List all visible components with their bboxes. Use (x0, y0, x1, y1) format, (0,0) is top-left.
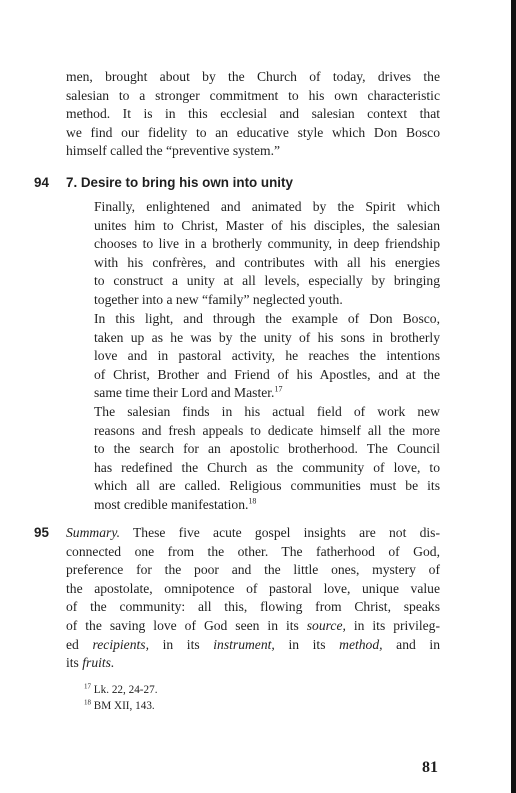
section-number-94: 94 (34, 175, 49, 190)
footnote-ref-18: 18 (248, 496, 257, 506)
text-line: most credible manifestation.$^{18}$ (94, 496, 257, 512)
text-line: himself called the “preventive system.” (66, 143, 281, 159)
text-line: the apostolate, omnipotence of pastoral love, unique value (66, 580, 440, 596)
footnote-17: $^{17}$ Lk. 22, 24-27. (84, 682, 158, 696)
text-line: The salesian finds in his actual field of work new (94, 404, 440, 419)
text-line: same time their Lord and Master.$^{17}$ (94, 384, 283, 401)
text-line: with his confrères, and contributes with all his energies (94, 254, 440, 270)
text-line: salesian to a stronger commitment to his own characteristic (66, 87, 440, 103)
text-line: Summary. These five acute gospel insights are not dis- (66, 525, 440, 540)
text-line: In this light, and through the example of Don Bosco, (94, 311, 440, 326)
footnote-ref-17: 17 (274, 384, 283, 394)
text-line: chooses to live in a brotherly community, in deep friendship (94, 236, 440, 252)
scan-edge (511, 0, 516, 793)
text-line: has redefined the Church as the community of love, to (94, 459, 440, 475)
text-line: Finally, enlightened and animated by the Spirit which (94, 199, 440, 214)
paragraph-unity-1 (66, 198, 440, 310)
summary-label: Summary. (66, 525, 120, 540)
text-line: together into a new “family” neglected youth. (94, 291, 343, 307)
paragraph-intro (66, 68, 440, 161)
footnote-18: $^{18}$ BM XII, 143. (84, 698, 155, 712)
text-line: of Christ, Brother and Friend of his Apostles, and at the (94, 366, 440, 382)
text-line: to the search for an apostolic brotherhood. The Council (94, 441, 440, 457)
text-line: preference for the poor and the little ones, mystery of (66, 562, 440, 578)
text-line: ed recipients, in its instrument, in its method, and in (66, 636, 440, 652)
text-line: reasons and fresh appeals to dedicate himself all the more (94, 422, 440, 438)
text-line: unites him to Christ, Master of his disciples, the salesian (94, 217, 440, 233)
paragraph-unity-3 (66, 403, 440, 515)
text-line: of the saving love of God seen in its source, in its privileg- (66, 617, 441, 633)
text-line: connected one from the other. The fatherhood of God, (66, 543, 440, 559)
text-line: to construct a unity at all levels, especially by bringing (94, 273, 440, 289)
text-line: its fruits. (66, 655, 115, 671)
paragraph-summary (66, 524, 440, 673)
text-line: men, brought about by the Church of today, drives the (66, 69, 440, 84)
paragraph-unity-2 (66, 310, 440, 403)
text-line: of the community: all this, flowing from Christ, speaks (66, 599, 440, 615)
section-heading: 7. Desire to bring his own into unity (66, 175, 293, 190)
text-line: taken up as he was by the unity of his sons in brotherly (94, 329, 440, 345)
text-line: love and in pastoral activity, he reaches the intentions (94, 348, 440, 364)
text-line: method. It is in this ecclesial and salesian context that (66, 106, 440, 122)
text-line: which all are called. Religious communities must be its (94, 478, 440, 494)
section-number-95: 95 (34, 525, 49, 540)
text-line: we find our fidelity to an educative style which Don Bosco (66, 124, 440, 140)
page-number: 81 (422, 759, 438, 776)
